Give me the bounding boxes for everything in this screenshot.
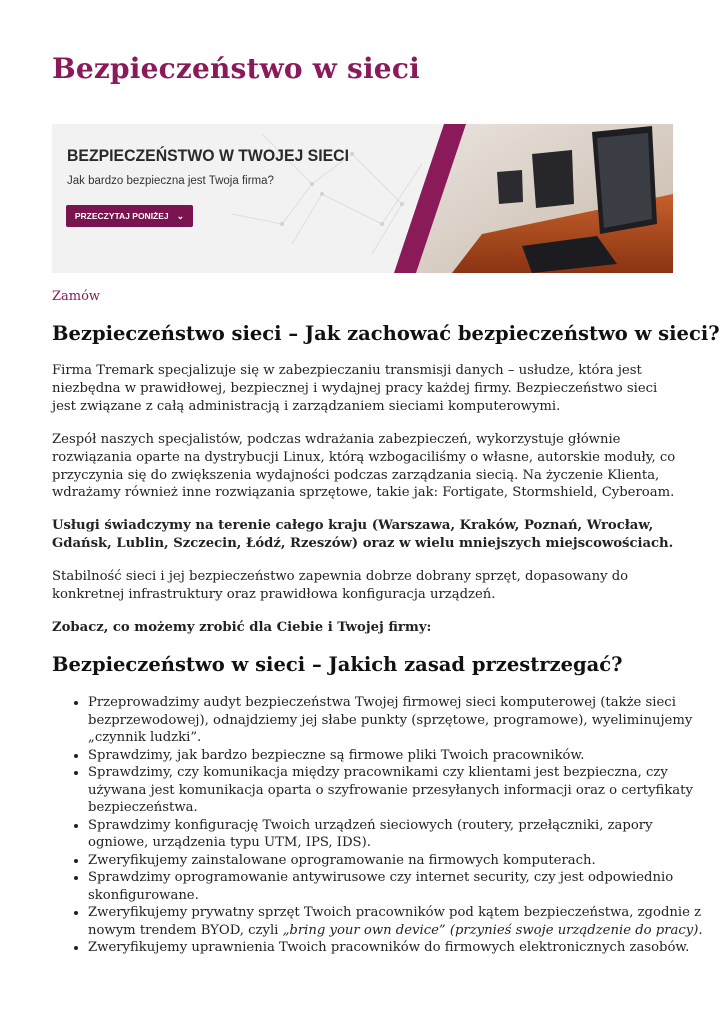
services-list [52,694,713,957]
section-heading-network-security: Bezpieczeństwo sieci – Jak zachować bezpieczeństwo w sieci? [52,322,720,345]
list-item: • Przeprowadzimy audyt bezpieczeństwa Twojej firmowej sieci komputerowej (także sieci bezprzewodowej), odnajdziemy jej słabe punkty (sprzętowe, programowe), wyeliminujemy „czynnik ludzki”. [88,694,713,747]
paragraph-locations: Usługi świadczymy na terenie całego kraju (Warszawa, Kraków, Poznań, Wrocław, Gdańsk, Lublin, Szczecin, Łódź, Rzeszów) oraz w wielu mniejszych miejscowościach. [52,518,674,551]
list-item-text-end: . [698,922,703,938]
hero-banner [52,124,673,273]
read-below-button-label: PRZECZYTAJ PONIŻEJ [74,211,169,221]
page-title: Bezpieczeństwo w sieci [52,52,420,85]
order-link[interactable]: Zamów [52,289,101,304]
list-item: • Sprawdzimy konfigurację Twoich urządzeń sieciowych (routery, przełączniki, zapory ogniowe, urządzenia typu UTM, IPS, IDS). [88,817,713,852]
paragraph-see-more: Zobacz, co możemy zrobić dla Ciebie i Twojej firmy: [52,620,432,635]
list-item: • Sprawdzimy, czy komunikacja między pracownikami czy klientami jest bezpieczna, czy używana jest komunikacja oparta o szyfrowanie przesyłanych informacji oraz o certyfikaty bezpieczeństwa. [88,764,713,817]
paragraph-stability: Stabilność sieci i jej bezpieczeństwo zapewnia dobrze dobrany sprzęt, dopasowany do konkretnej infrastruktury oraz prawidłowa konfiguracja urządzeń. [52,569,629,602]
section-heading-rules: Bezpieczeństwo w sieci – Jakich zasad przestrzegać? [52,653,623,676]
banner-heading: BEZPIECZEŃSTWO W TWOJEJ SIECI [67,146,349,165]
paragraph-team: Zespół naszych specjalistów, podczas wdrażania zabezpieczeń, wykorzystuje głównie rozwiązania oparte na dystrybucji Linux, którą wzbogaciliśmy o własne, autorskie moduły, co przyczynia się do zwiększenia wydajności podczas zarządzania siecią. Na życzenie Klienta, wdrażamy również inne rozwiązania sprzętowe, takie jak: Fortigate, Stormshield, Cyberoam. [52,432,676,501]
paragraph-intro: Firma Tremark specjalizuje się w zabezpieczaniu transmisji danych – usłudze, która jest niezbędna w prawidłowej, bezpiecznej i wydajnej pracy każdej firmy. Bezpieczeństwo sieci jest związane z całą administracją i zarządzaniem sieciami komputerowymi. [52,363,658,414]
list-item: • Zweryfikujemy uprawnienia Twoich pracowników do firmowych elektronicznych zasobów. [88,939,713,957]
list-item [88,904,713,939]
read-below-button[interactable] [66,205,193,227]
list-item-text: Zweryfikujemy prywatny sprzęt Twoich pracowników pod kątem bezpieczeństwa, zgodnie z nowym trendem BYOD, czyli [88,905,702,938]
banner-subheading: Jak bardzo bezpieczna jest Twoja firma? [67,175,274,187]
chevron-down-icon: ⌄ [176,210,185,221]
list-item: • Sprawdzimy oprogramowanie antywirusowe czy internet security, czy jest odpowiednio skonfigurowane. [88,869,713,904]
list-item: • Zweryfikujemy zainstalowane oprogramowanie na firmowych komputerach. [88,852,713,870]
byod-emphasis: „bring your own device” (przynieś swoje urządzenie do pracy) [282,922,699,938]
list-item: • Sprawdzimy, jak bardzo bezpieczne są firmowe pliki Twoich pracowników. [88,747,713,765]
